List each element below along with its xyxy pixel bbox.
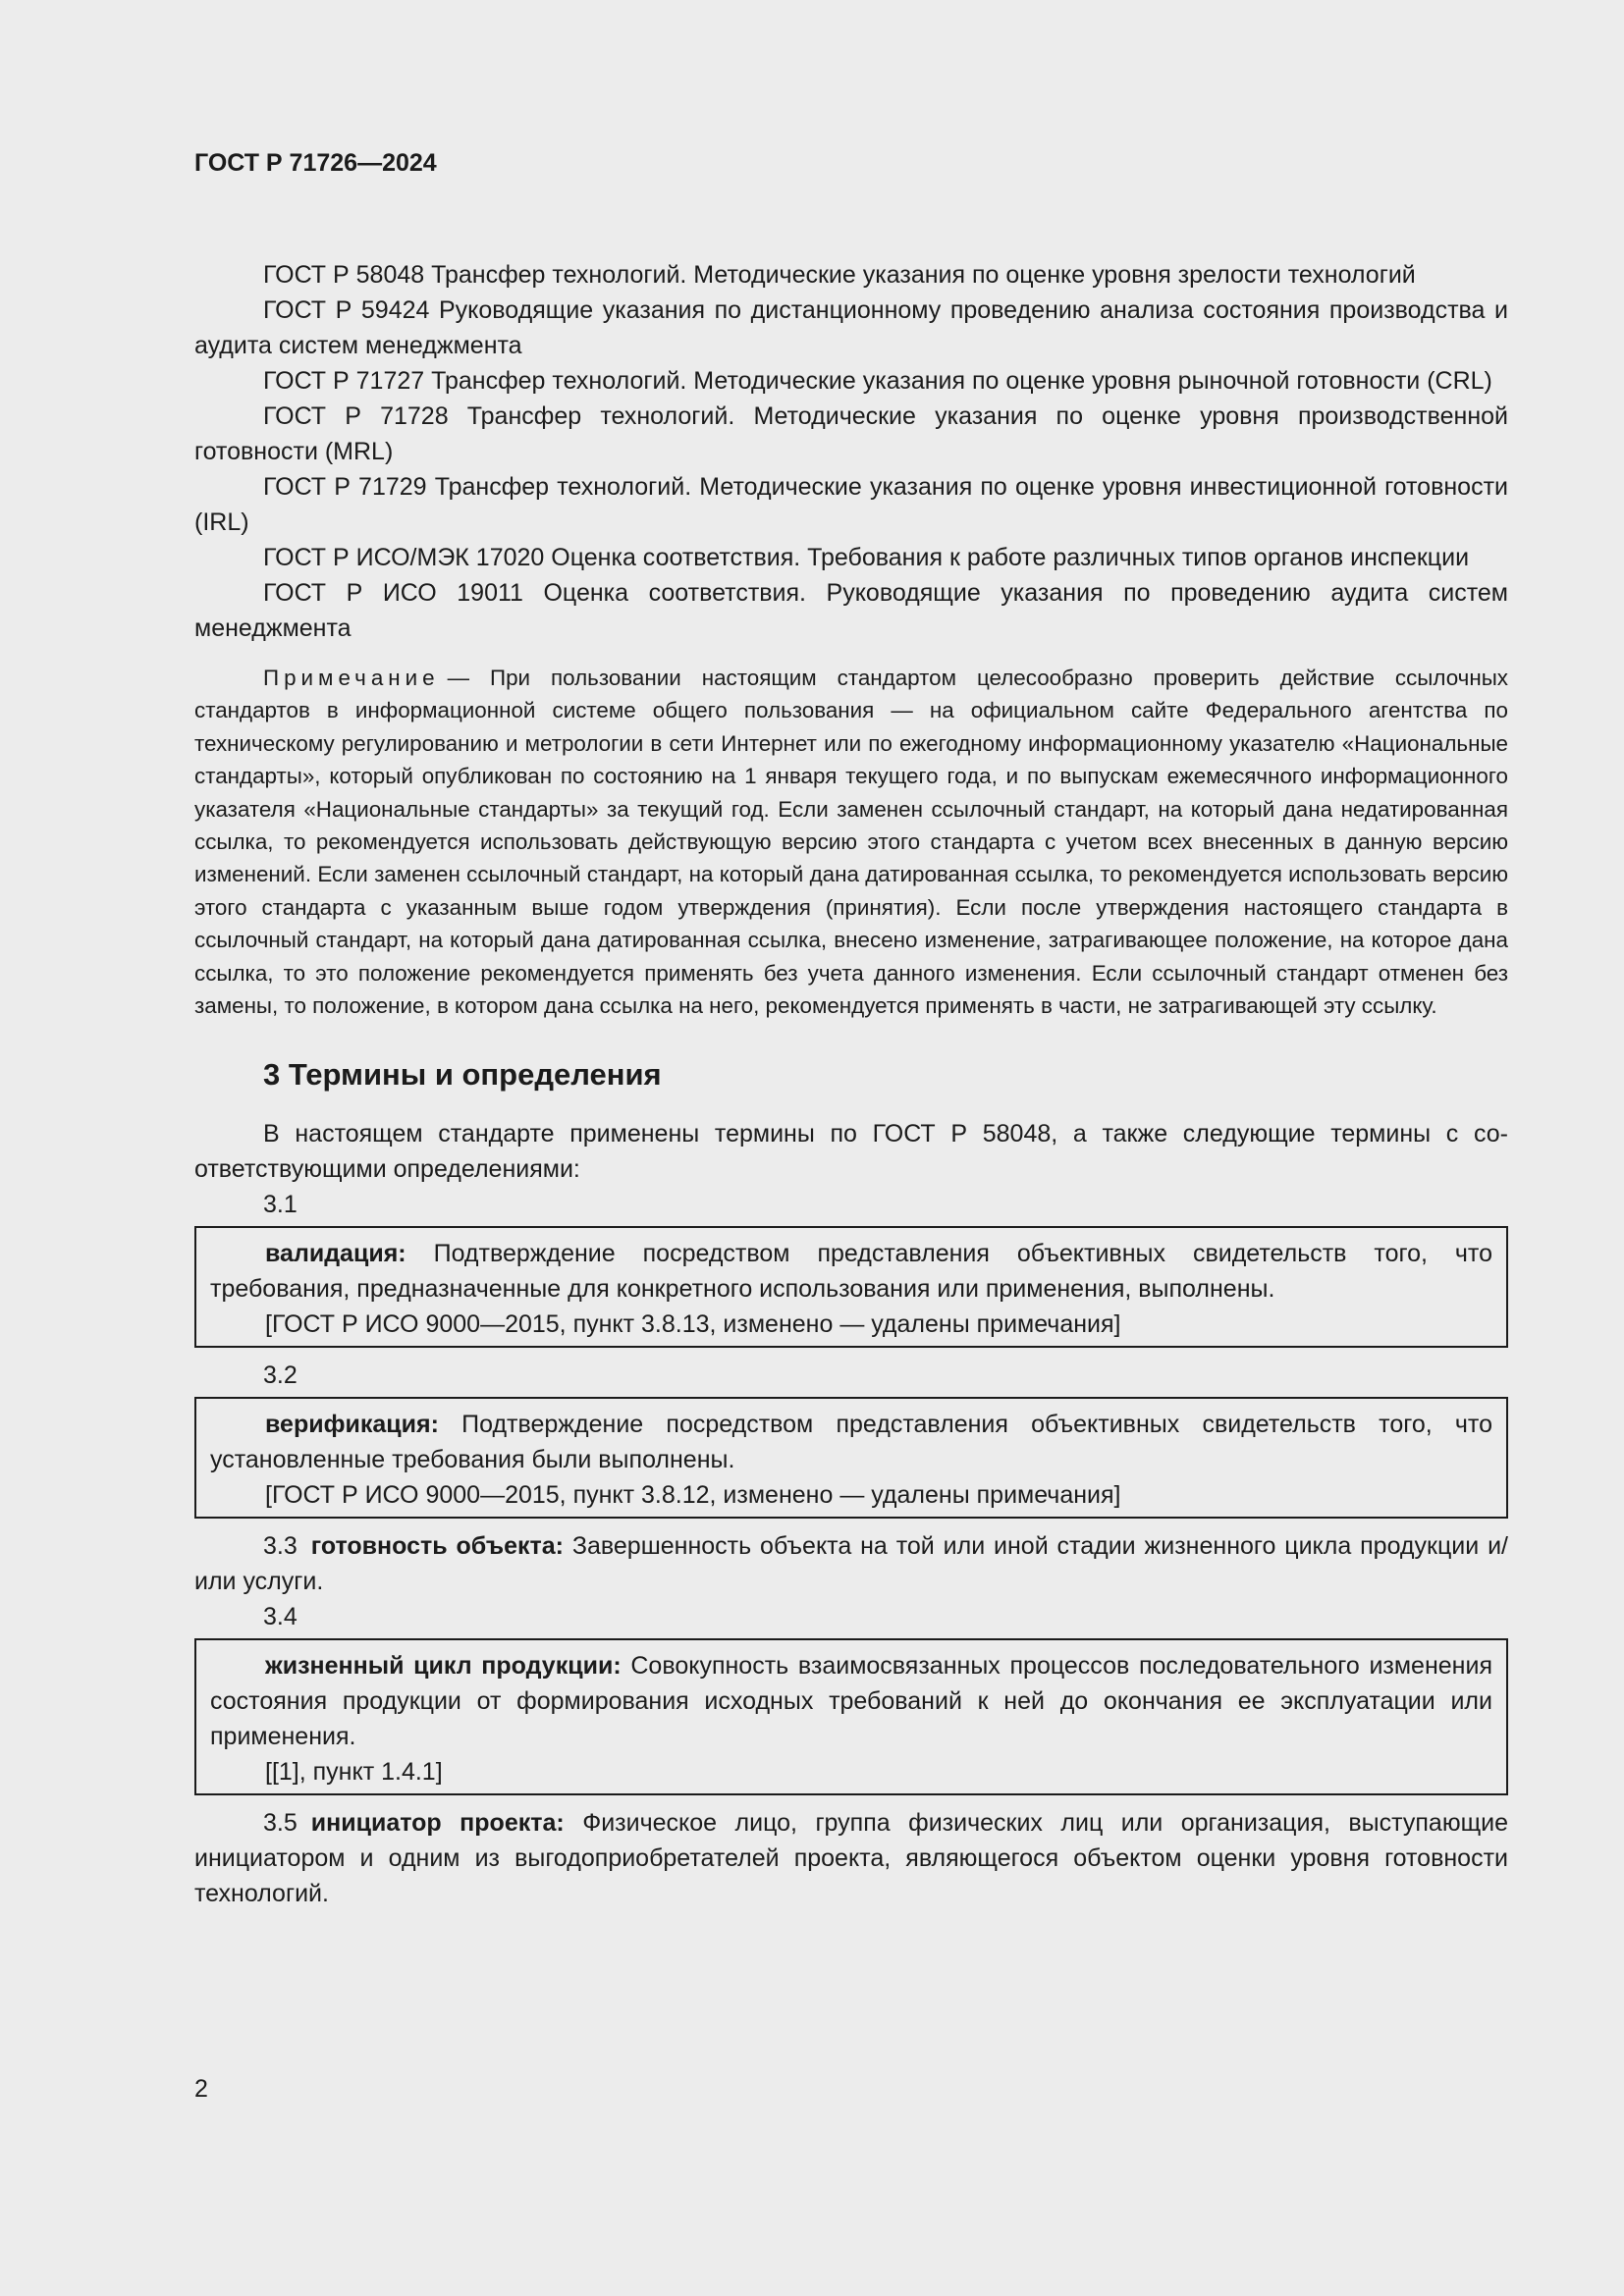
term-name: валидация:: [265, 1240, 406, 1268]
term-definition-text: Завершенность объекта на той или иной стадии жизненного цикла продукции и/или услуги.: [194, 1532, 1508, 1596]
references-note: [194, 662, 1508, 1022]
note-text: — При пользовании настоящим стандартом целесообразно проверить действие ссылочных стандартов в информационной системе общего пользования — на официальном сайте Федерального агентства по техническому регулированию и метрологии в сети Интернет или по ежегодному информационному указателю «Национальные стандарты», который опубликован по состоянию на 1 января текущего года, и по выпускам ежемесячного информационного указателя «Национальные стандарты» за текущий год. Если заменен ссылочный стандарт, на который дана недатированная ссылка, то рекомендуется использовать действующую версию этого стандарта с учетом всех внесенных в данную версию изменений. Если заменен ссылочный стандарт, на который дана датированная ссылка, то рекомендуется использовать версию этого стандарта с указанным выше годом утверждения (принятия). Если после утверждения настоящего стандарта в ссылочный стандарт, на который дана датированная ссылка, внесено изменение, затрагивающее положение, на которое дана ссылка, то это положение рекомендуется применять без учета данного изменения. Если ссылочный стандарт отменен без замены, то положение, в котором дана ссылка на него, рекомендуется применять в части, не затрагивающей эту ссылку.: [194, 666, 1508, 1019]
term-name: жизненный цикл продукции:: [265, 1652, 622, 1681]
term-box-product-lifecycle: [194, 1638, 1508, 1795]
reference-item: ГОСТ Р 58048 Трансфер технологий. Методические указания по оценке уровня зрелости технологий: [263, 261, 1416, 289]
term-number: 3.1: [263, 1191, 298, 1219]
term-box-validation: [194, 1226, 1508, 1348]
section-title: 3 Термины и определения: [263, 1057, 662, 1093]
document-header: ГОСТ Р 71726—2024: [194, 149, 437, 177]
term-number: 3.2: [263, 1362, 298, 1390]
term-inline-project-initiator: [194, 1805, 1508, 1911]
term-definition: [210, 1407, 1492, 1477]
term-number: 3.5: [263, 1809, 298, 1838]
term-name: верификация:: [265, 1411, 439, 1439]
term-source: [[1], пункт 1.4.1]: [265, 1758, 443, 1787]
term-inline-object-readiness: [194, 1528, 1508, 1599]
term-number: 3.3: [263, 1532, 298, 1561]
term-definition-text: Физическое лицо, группа физических лиц или организация, выступающие инициатором и одним из выгодоприобретателей проекта, являющегося объектом оценки уровня готовности технологий.: [194, 1809, 1509, 1908]
term-name: готовность объекта:: [310, 1532, 564, 1561]
term-source: [ГОСТ Р ИСО 9000—2015, пункт 3.8.13, изменено — удалены примечания]: [265, 1310, 1121, 1339]
reference-item: ГОСТ Р 71727 Трансфер технологий. Методические указания по оценке уровня рыночной готовности (CRL): [263, 367, 1492, 395]
term-definition-text: Подтверждение посредством представления объективных свидетельств того, что требования, предназначенные для конкретного использования или применения, выполнены.: [210, 1240, 1492, 1304]
reference-item: ГОСТ Р 71728 Трансфер технологий. Методические указания по оценке уровня производственной готовности (MRL): [194, 402, 1508, 465]
page-number: 2: [194, 2075, 208, 2103]
term-definition: [210, 1648, 1492, 1754]
term-name: инициатор проекта:: [310, 1809, 565, 1838]
normative-references: [194, 257, 1508, 646]
term-definition: [210, 1236, 1492, 1307]
reference-item: ГОСТ Р ИСО/МЭК 17020 Оценка соответствия. Требования к работе различных типов органов инспекции: [263, 544, 1470, 571]
term-definition-text: Подтверждение посредством представления объективных свидетельств того, что установленные требования были выполнены.: [210, 1411, 1492, 1474]
section-intro: В настоящем стандарте применены термины по ГОСТ Р 58048, а также следующие термины с соответствующими определениями:: [194, 1120, 1508, 1184]
term-number: 3.4: [263, 1603, 298, 1631]
reference-item: ГОСТ Р 71729 Трансфер технологий. Методические указания по оценке уровня инвестиционной готовности (IRL): [194, 473, 1508, 536]
term-box-verification: [194, 1397, 1508, 1519]
note-label: Примечание: [263, 666, 440, 690]
page-content: [194, 145, 1508, 1911]
reference-item: ГОСТ Р 59424 Руководящие указания по дистанционному проведению анализа состояния производства и аудита систем менеджмента: [194, 296, 1508, 359]
term-source: [ГОСТ Р ИСО 9000—2015, пункт 3.8.12, изменено — удалены примечания]: [265, 1481, 1121, 1510]
reference-item: ГОСТ Р ИСО 19011 Оценка соответствия. Руководящие указания по проведению аудита систем менеджмента: [194, 579, 1508, 642]
term-definition-text: Совокупность взаимосвязанных процессов последовательного изменения состояния продукции от формирования исходных требований к ней до окончания ее эксплуатации или применения.: [210, 1652, 1492, 1751]
